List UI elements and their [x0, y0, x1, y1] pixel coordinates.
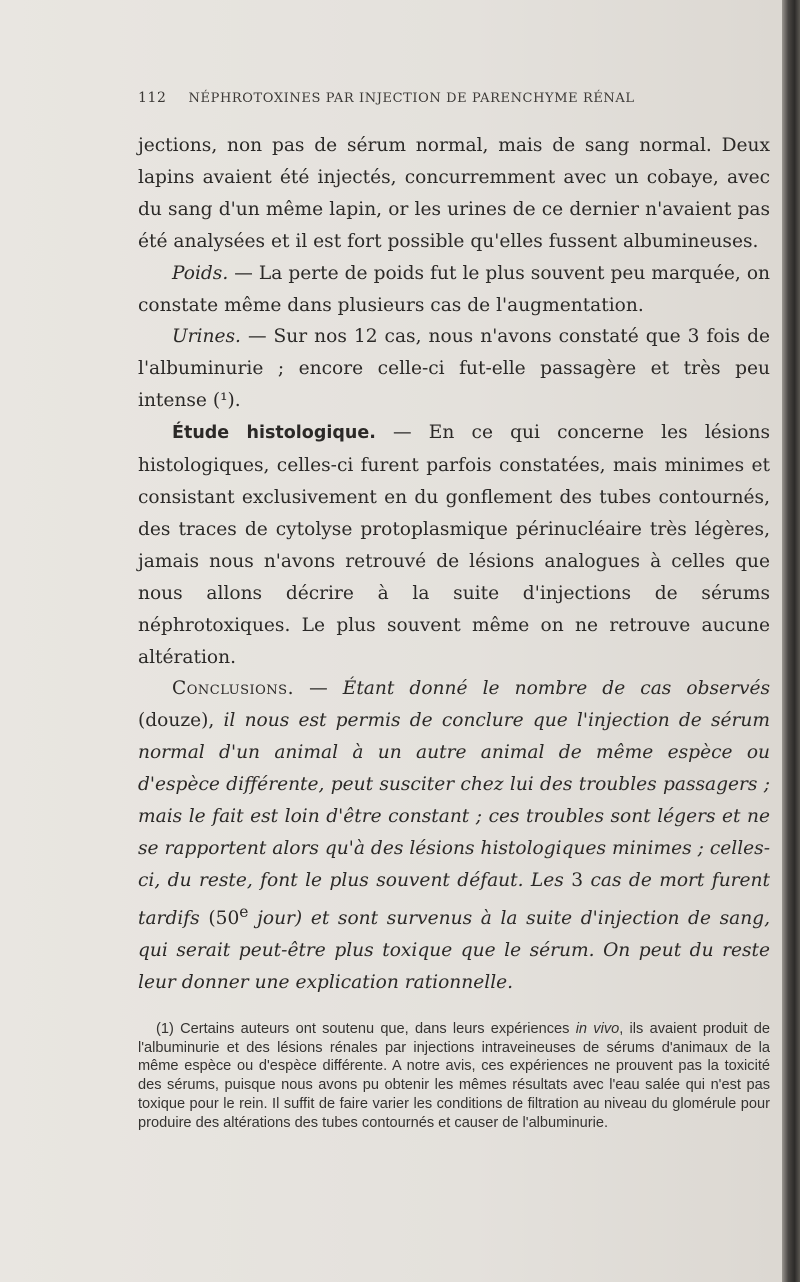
footnote	[138, 1020, 770, 1132]
paragraph-continuation: jections, non pas de sérum normal, mais de sang normal. Deux lapins avaient été injectés, concurremment avec un cobaye, avec du sang d'un même lapin, or les urines de ce dernier n'avaient pas été analysées et il est fort possible qu'elles fussent albumineuses.	[138, 135, 770, 252]
histologie-heading: Étude histologique.	[172, 423, 376, 444]
histologie-text: — En ce qui concerne les lésions histologiques, celles-ci furent parfois constatées, mais minimes et consistant exclusivement en du gonflement des tubes contournés, des traces de cytolyse protoplasmique périnucléaire très légères, jamais nous n'avons retrouvé de lésions analogues à celles que nous allons décrire à la suite d'injections de sérums néphrotoxiques. Le plus souvent même on ne retrouve aucune altération.	[138, 422, 770, 668]
urines-label: Urines.	[172, 326, 241, 348]
urines-text: — Sur nos 12 cas, nous n'avons constaté que 3 fois de l'albuminurie ; encore celle-ci fut-elle passagère et très peu intense (¹).	[138, 326, 770, 412]
conclusions-italic-2: il nous est permis de conclure que l'injection de sérum normal d'un animal à un autre animal de même espèce ou d'espèce différente, peut susciter chez lui des troubles passagers ; mais le fait est loin d'être constant ; ces troubles sont légers et ne se rapportent alors qu'à des lésions histologiques minimes ; celles-ci, du reste, font le plus souvent défaut. Les	[138, 710, 770, 891]
conclusions-dash: —	[293, 678, 343, 700]
main-text	[138, 130, 770, 999]
footnote-text-1: (1) Certains auteurs ont soutenu que, dans leurs expériences	[156, 1021, 576, 1037]
paragraph-conclusions	[138, 673, 770, 998]
conclusions-plain-1: (douze),	[138, 710, 224, 732]
conclusions-heading: Conclusions.	[172, 678, 294, 700]
conclusions-plain-4	[248, 908, 257, 929]
paragraph-histologie	[138, 417, 770, 673]
poids-label: Poids.	[172, 262, 229, 284]
footnote-text-2: , ils avaient produit de l'albuminurie et des lésions rénales par injections intraveineuses de sérums d'animaux de la même espèce ou d'espèce différente. A notre avis, ces expériences ne prouvent pas la toxicité des sérums, puisque nous avons pu obtenir les mêmes résultats avec l'eau salée qui n'est pas toxique pour le rein. Il suffit de faire varier les conditions de filtration au niveau du glomérule pour produire des altérations des tubes contournés et causer de l'albuminurie.	[138, 1021, 770, 1131]
paragraph-poids	[138, 258, 770, 322]
conclusions-italic-3: cas de mort furent tardifs	[138, 869, 771, 929]
poids-text: — La perte de poids fut le plus souvent peu marquée, on constate même dans plusieurs cas de l'augmentation.	[138, 262, 770, 316]
conclusions-italic-1: Étant donné le nombre de cas observés	[342, 678, 770, 700]
running-title: NÉPHROTOXINES PAR INJECTION DE PARENCHYME RÉNAL	[188, 91, 635, 106]
running-header	[138, 90, 758, 106]
footnote-italic: in vivo	[575, 1021, 620, 1037]
paragraph-urines	[138, 321, 770, 417]
page-edge	[782, 0, 800, 1282]
page-number: 112	[138, 90, 167, 106]
conclusions-plain-2: 3	[563, 869, 591, 891]
conclusions-plain-3: (50	[199, 907, 240, 929]
conclusions-superscript: e	[239, 902, 249, 921]
footnote-body	[138, 1020, 770, 1132]
conclusions-italic-4: jour) et sont survenus à la suite d'injection de sang, qui serait peut-être plus toxique que le sérum. On peut du reste leur donner une explication rationnelle.	[138, 907, 770, 993]
